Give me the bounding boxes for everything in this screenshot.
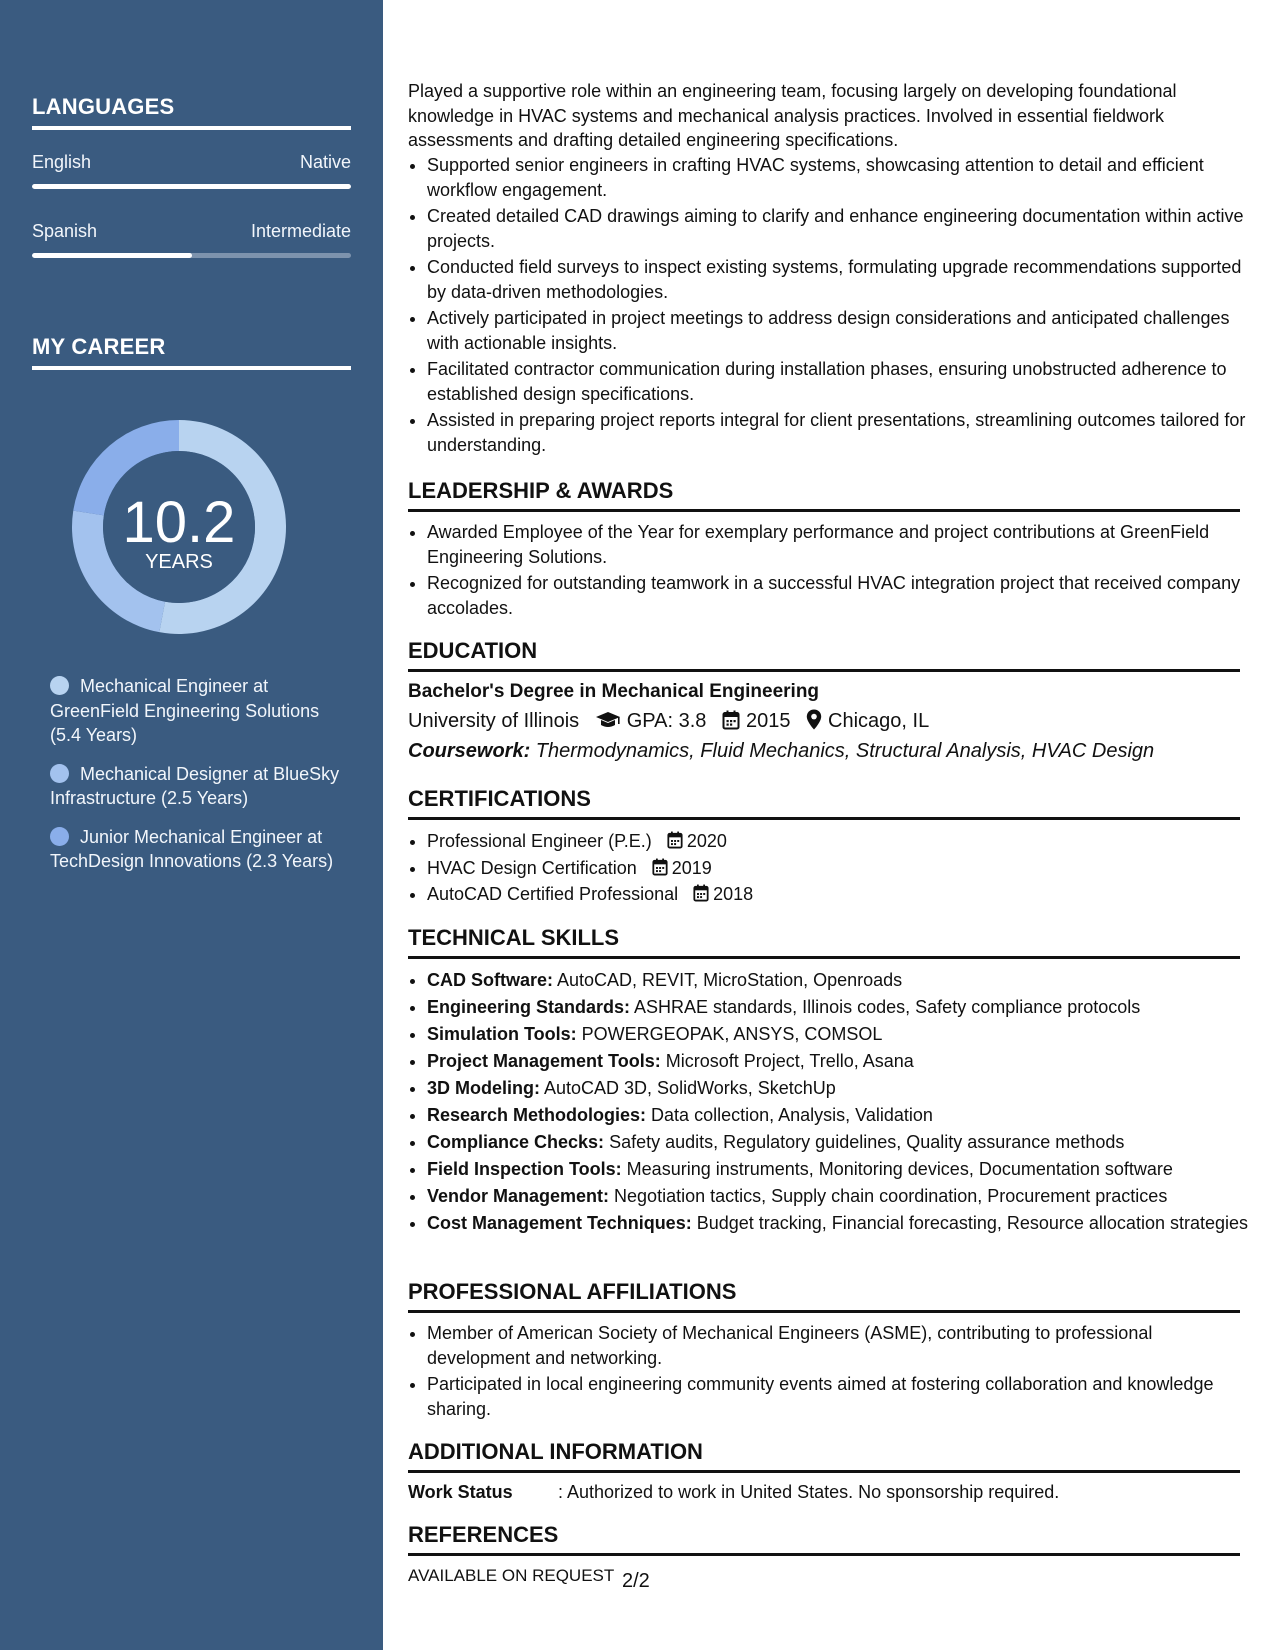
skill-item [427, 968, 1259, 993]
career-item-text: Junior Mechanical Engineer at TechDesign Innovations (2.3 Years) [50, 826, 334, 871]
career-item [50, 674, 340, 748]
certification-item [427, 882, 1259, 907]
list-item: • Actively participated in project meetings to address design considerations and anticipated challenges with actionable insights. [427, 306, 1259, 355]
skill-value: ASHRAE standards, Illinois codes, Safety compliance protocols [630, 997, 1141, 1017]
education-coursework [408, 740, 1240, 763]
list-item: • Participated in local engineering community events aimed at fostering collaboration and knowledge sharing. [427, 1372, 1259, 1421]
skill-label: Simulation Tools: [427, 1024, 577, 1044]
language-level: Intermediate [250, 221, 351, 241]
coursework-text: Thermodynamics, Fluid Mechanics, Structural Analysis, HVAC Design [530, 740, 1155, 762]
skill-label: Compliance Checks: [427, 1132, 605, 1152]
language-bar-fill [32, 184, 351, 189]
skills-list [408, 968, 1259, 1238]
education-degree: Bachelor's Degree in Mechanical Engineering [408, 681, 820, 702]
map-pin-icon [806, 709, 822, 730]
affiliations-list [408, 1321, 1259, 1423]
career-total: 10.2 [122, 490, 236, 555]
affiliations-heading: PROFESSIONAL AFFILIATIONS [408, 1279, 1240, 1313]
skill-value: AutoCAD, REVIT, MicroStation, Openroads [553, 970, 903, 990]
coursework-label: Coursework: [408, 740, 531, 762]
certification-year: 2018 [713, 884, 754, 904]
skill-value: Budget tracking, Financial forecasting, Resource allocation strategies [691, 1213, 1248, 1233]
skill-value: Data collection, Analysis, Validation [646, 1105, 933, 1125]
list-item: • Assisted in preparing project reports integral for client presentations, streamlining outcomes tailored for understanding. [427, 408, 1259, 457]
education-heading: EDUCATION [408, 638, 1240, 672]
summary-bullets [408, 153, 1259, 459]
graduation-cap-icon [595, 710, 621, 730]
education-details [408, 709, 1240, 733]
skill-label: 3D Modeling: [427, 1078, 540, 1098]
skill-item [427, 1022, 1259, 1047]
references-text: AVAILABLE ON REQUEST [408, 1566, 615, 1585]
career-heading: MY CAREER [32, 334, 351, 370]
education-gpa: GPA: 3.8 [626, 710, 707, 732]
work-status-row [408, 1482, 1240, 1503]
skill-item [427, 1103, 1259, 1128]
language-bar-fill [32, 253, 192, 258]
skill-item [427, 995, 1259, 1020]
work-status-value: : Authorized to work in United States. No sponsorship required. [558, 1482, 1060, 1502]
list-item: • Awarded Employee of the Year for exemplary performance and project contributions at GreenField Engineering Solutions. [427, 520, 1259, 569]
education-school: University of Illinois [408, 710, 580, 732]
career-dot [50, 827, 69, 846]
calendar-icon [652, 858, 668, 876]
certification-name: Professional Engineer (P.E.) [427, 831, 652, 851]
skill-item [427, 1130, 1259, 1155]
language-level: Native [299, 152, 351, 172]
list-item: • Conducted field surveys to inspect existing systems, formulating upgrade recommendations supported by data-driven methodologies. [427, 255, 1259, 304]
career-list [50, 674, 340, 888]
education-location: Chicago, IL [828, 710, 930, 732]
career-item-text: Mechanical Engineer at GreenField Engineering Solutions (5.4 Years) [50, 676, 320, 745]
skill-label: Project Management Tools: [427, 1051, 661, 1071]
skill-item [427, 1076, 1259, 1101]
career-dot [50, 676, 69, 695]
skill-label: Cost Management Techniques: [427, 1213, 692, 1233]
skill-label: CAD Software: [427, 970, 554, 990]
language-name: English [32, 152, 92, 172]
certification-name: HVAC Design Certification [427, 857, 637, 878]
work-status-label: Work Status [408, 1482, 513, 1502]
language-bar-spanish [32, 253, 351, 258]
skill-item [427, 1211, 1259, 1236]
skill-item [427, 1157, 1259, 1182]
certification-item [427, 856, 1259, 881]
certification-item [427, 829, 1259, 854]
career-unit: YEARS [145, 551, 213, 573]
languages-heading: LANGUAGES [32, 94, 351, 130]
skill-value: Measuring instruments, Monitoring devices, Documentation software [621, 1159, 1173, 1179]
calendar-icon [722, 710, 740, 730]
list-item: • Recognized for outstanding teamwork in a successful HVAC integration project that received company accolades. [427, 571, 1259, 620]
language-english [32, 152, 351, 176]
certification-year: 2020 [686, 831, 727, 851]
career-item [50, 825, 340, 874]
skill-item [427, 1049, 1259, 1074]
calendar-icon [667, 831, 683, 849]
additional-heading: ADDITIONAL INFORMATION [408, 1439, 1240, 1473]
language-bar-english [32, 184, 351, 189]
references-heading: REFERENCES [408, 1522, 1240, 1556]
skill-value: POWERGEOPAK, ANSYS, COMSOL [576, 1024, 883, 1044]
career-dot [50, 764, 69, 783]
career-item-text: Mechanical Designer at BlueSky Infrastructure (2.5 Years) [50, 763, 340, 808]
skill-value: Negotiation tactics, Supply chain coordination, Procurement practices [609, 1186, 1168, 1206]
list-item: • Member of American Society of Mechanical Engineers (ASME), contributing to professional development and networking. [427, 1321, 1259, 1370]
calendar-icon [693, 884, 709, 902]
page-number: 2/2 [622, 1570, 650, 1592]
list-item: • Supported senior engineers in crafting HVAC systems, showcasing attention to detail and efficient workflow engagement. [427, 153, 1259, 202]
certifications-list [408, 829, 1259, 909]
leadership-heading: LEADERSHIP & AWARDS [408, 478, 1240, 512]
skill-label: Field Inspection Tools: [427, 1159, 622, 1179]
skill-item [427, 1184, 1259, 1209]
education-year: 2015 [745, 710, 791, 732]
skills-heading: TECHNICAL SKILLS [408, 925, 1240, 959]
certification-year: 2019 [671, 857, 712, 878]
skill-label: Research Methodologies: [427, 1105, 647, 1125]
certification-name: AutoCAD Certified Professional [427, 884, 679, 904]
skill-value: AutoCAD 3D, SolidWorks, SketchUp [540, 1078, 836, 1098]
skill-label: Vendor Management: [427, 1186, 610, 1206]
leadership-list [408, 520, 1259, 622]
skill-label: Engineering Standards: [427, 997, 631, 1017]
language-spanish [32, 221, 351, 245]
skill-value: Safety audits, Regulatory guidelines, Quality assurance methods [604, 1132, 1125, 1152]
language-name: Spanish [32, 221, 98, 241]
list-item: • Created detailed CAD drawings aiming to clarify and enhance engineering documentation within active projects. [427, 204, 1259, 253]
skill-value: Microsoft Project, Trello, Asana [660, 1051, 914, 1071]
summary-paragraph: Played a supportive role within an engineering team, focusing largely on developing foundational knowledge in HVAC systems and mechanical analysis practices. Involved in essential fieldwork assessments and drafting detailed engineering specifications. [408, 81, 1177, 150]
sidebar [0, 0, 383, 1650]
career-donut-chart [66, 414, 292, 640]
career-item [50, 762, 340, 811]
list-item: • Facilitated contractor communication during installation phases, ensuring unobstructed adherence to established design specifications. [427, 357, 1259, 406]
certifications-heading: CERTIFICATIONS [408, 786, 1240, 820]
